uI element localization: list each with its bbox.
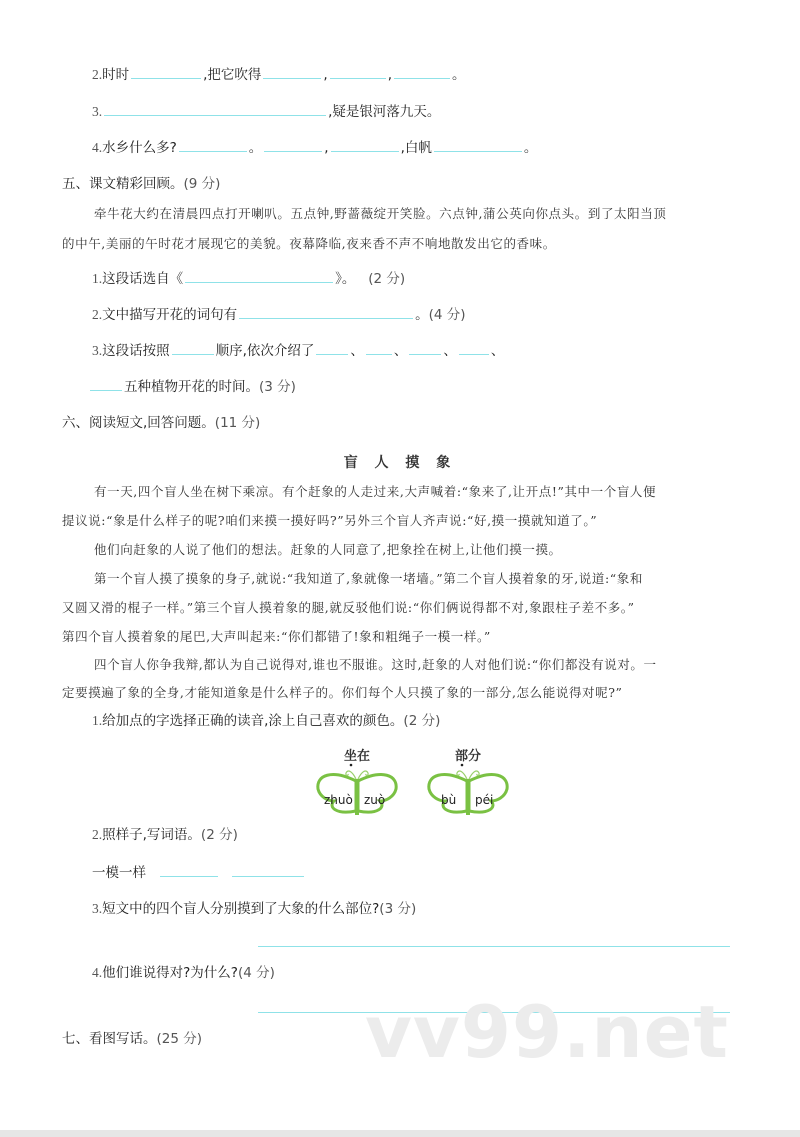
section-5-heading <box>62 174 220 194</box>
pinyin-option[interactable]: zhuò <box>324 793 353 807</box>
passage-line: 的中午,美丽的午时花才展现它的美貌。夜幕降临,夜来香不声不响地散发出它的香味。 <box>62 236 556 251</box>
text: 、 <box>490 343 505 359</box>
butterfly-option-2[interactable] <box>423 745 513 820</box>
butterfly-option-1[interactable] <box>312 745 402 820</box>
answer-blank[interactable] <box>366 340 392 355</box>
q4-2 <box>92 64 466 85</box>
answer-blank[interactable] <box>409 340 441 355</box>
pinyin-option[interactable]: zuò <box>364 793 386 807</box>
q5-3 <box>92 340 504 361</box>
answer-blank[interactable] <box>239 304 413 319</box>
question-number: 1. <box>92 713 103 728</box>
text: 文中描写开花的词句有 <box>102 307 238 323</box>
text: 给加点的字选择正确的读音,涂上自己喜欢的颜色。 <box>102 713 404 729</box>
butterfly-icon <box>423 745 513 820</box>
text: 水乡什么多? <box>102 140 177 156</box>
answer-blank[interactable] <box>263 64 321 79</box>
word: 坐在 <box>343 749 370 764</box>
text: 这段话选自《 <box>102 271 184 287</box>
text: 时时 <box>102 67 130 83</box>
heading: 五、课文精彩回顾。 <box>62 176 184 192</box>
story-line: 有一天,四个盲人坐在树下乘凉。有个赶象的人走过来,大声喊着:“象来了,让开点!”其中一个盲人便 <box>94 484 657 499</box>
q4-3 <box>92 101 440 122</box>
story-line: 他们向赶象的人说了他们的想法。赶象的人同意了,把象拴在树上,让他们摸一摸。 <box>94 542 562 557</box>
text: ,把它吹得 <box>203 67 262 83</box>
answer-blank[interactable] <box>131 64 201 79</box>
story-line: 又圆又滑的棍子一样。”第三个盲人摸着象的腿,就反驳他们说:“你们俩说得都不对,象跟柱子差不多。” <box>62 600 635 615</box>
answer-blank[interactable] <box>172 340 214 355</box>
text: , <box>387 67 393 83</box>
q6-4 <box>92 963 275 983</box>
text: 五种植物开花的时间。 <box>124 379 259 395</box>
text: ,白帆 <box>400 140 432 156</box>
text: 、 <box>350 343 364 359</box>
question-number: 2. <box>92 67 103 82</box>
question-number: 2. <box>92 307 103 322</box>
q6-2 <box>92 825 238 845</box>
passage-line: 牵牛花大约在清晨四点打开喇叭。五点钟,野蔷薇绽开笑脸。六点钟,蒲公英向你点头。到了太阳当顶 <box>94 206 667 221</box>
q6-1 <box>92 711 440 731</box>
question-number: 3. <box>92 343 103 358</box>
butterfly-icon <box>312 745 402 820</box>
story-line: 提议说:“象是什么样子的呢?咱们来摸一摸好吗?”另外三个盲人齐声说:“好,摸一摸就知道了。” <box>62 513 598 528</box>
watermark: vv99.net <box>365 990 729 1074</box>
answer-blank[interactable] <box>394 64 450 79</box>
answer-blank[interactable] <box>160 862 218 877</box>
page-bottom-edge <box>0 1130 800 1137</box>
points: (3 分) <box>379 901 417 917</box>
answer-blank[interactable] <box>264 137 322 152</box>
text: ,疑是银河落九天。 <box>328 104 441 120</box>
text: 这段话按照 <box>102 343 170 359</box>
text: , <box>324 140 329 156</box>
points: (4 分) <box>428 307 466 323</box>
points: (3 分) <box>259 379 296 395</box>
points: (25 分) <box>156 1031 203 1047</box>
points: (2 分) <box>368 271 406 287</box>
points: (9 分) <box>183 176 221 192</box>
q5-2 <box>92 304 466 325</box>
section-6-heading <box>62 413 260 433</box>
answer-blank[interactable] <box>316 340 348 355</box>
section-7-heading <box>62 1029 202 1049</box>
text: 照样子,写词语。 <box>102 827 201 843</box>
question-number: 4. <box>92 965 103 980</box>
example-word: 一模一样 <box>92 865 146 881</box>
points: (2 分) <box>403 713 441 729</box>
pinyin-option[interactable]: bù <box>441 793 457 807</box>
text: , <box>323 67 328 83</box>
answer-blank[interactable] <box>330 64 386 79</box>
word: 部分 <box>454 749 481 764</box>
text: 顺序,依次介绍了 <box>215 343 315 359</box>
text: 。 <box>523 140 538 156</box>
points: (11 分) <box>214 415 261 431</box>
story-line: 定要摸遍了象的全身,才能知道象是什么样子的。你们每个人只摸了象的一部分,怎么能说得对呢?” <box>62 685 623 700</box>
answer-blank[interactable] <box>179 137 247 152</box>
heading: 六、阅读短文,回答问题。 <box>62 415 215 431</box>
question-number: 3. <box>92 104 103 119</box>
text: 。 <box>415 307 429 323</box>
text: 短文中的四个盲人分别摸到了大象的什么部位? <box>102 901 380 917</box>
text: 。 <box>248 140 263 156</box>
answer-blank[interactable] <box>90 376 122 391</box>
text: 他们谁说得对?为什么? <box>102 965 238 981</box>
story-line: 四个盲人你争我辩,都认为自己说得对,谁也不服谁。这时,赶象的人对他们说:“你们都没有说对。一 <box>94 657 657 672</box>
q5-1 <box>92 268 405 289</box>
question-number: 3. <box>92 901 103 916</box>
story-line: 第一个盲人摸了摸象的身子,就说:“我知道了,象就像一堵墙。”第二个盲人摸着象的牙,说道:“象和 <box>94 571 643 586</box>
q6-3 <box>92 899 416 919</box>
text: 。 <box>452 67 466 83</box>
heading: 七、看图写话。 <box>62 1031 157 1047</box>
story-line: 第四个盲人摸着象的尾巴,大声叫起来:“你们都错了!象和粗绳子一模一样。” <box>62 629 491 644</box>
text: 、 <box>393 343 408 359</box>
q4-4 <box>92 137 537 158</box>
question-number: 1. <box>92 271 103 286</box>
answer-blank[interactable] <box>104 101 326 116</box>
question-number: 4. <box>92 140 103 155</box>
answer-blank[interactable] <box>459 340 489 355</box>
points: (2 分) <box>200 827 238 843</box>
q6-2-example <box>92 862 306 883</box>
question-number: 2. <box>92 827 103 842</box>
pinyin-option[interactable]: péi <box>475 793 494 807</box>
q5-3-cont <box>90 376 296 397</box>
text: 、 <box>443 343 457 359</box>
answer-blank[interactable] <box>232 862 304 877</box>
answer-blank[interactable] <box>185 268 333 283</box>
points: (4 分) <box>237 965 275 981</box>
text: 》。 <box>335 271 356 287</box>
answer-blank[interactable] <box>331 137 399 152</box>
answer-line[interactable] <box>258 946 730 947</box>
answer-blank[interactable] <box>434 137 522 152</box>
story-title: 盲 人 摸 象 <box>343 455 457 471</box>
